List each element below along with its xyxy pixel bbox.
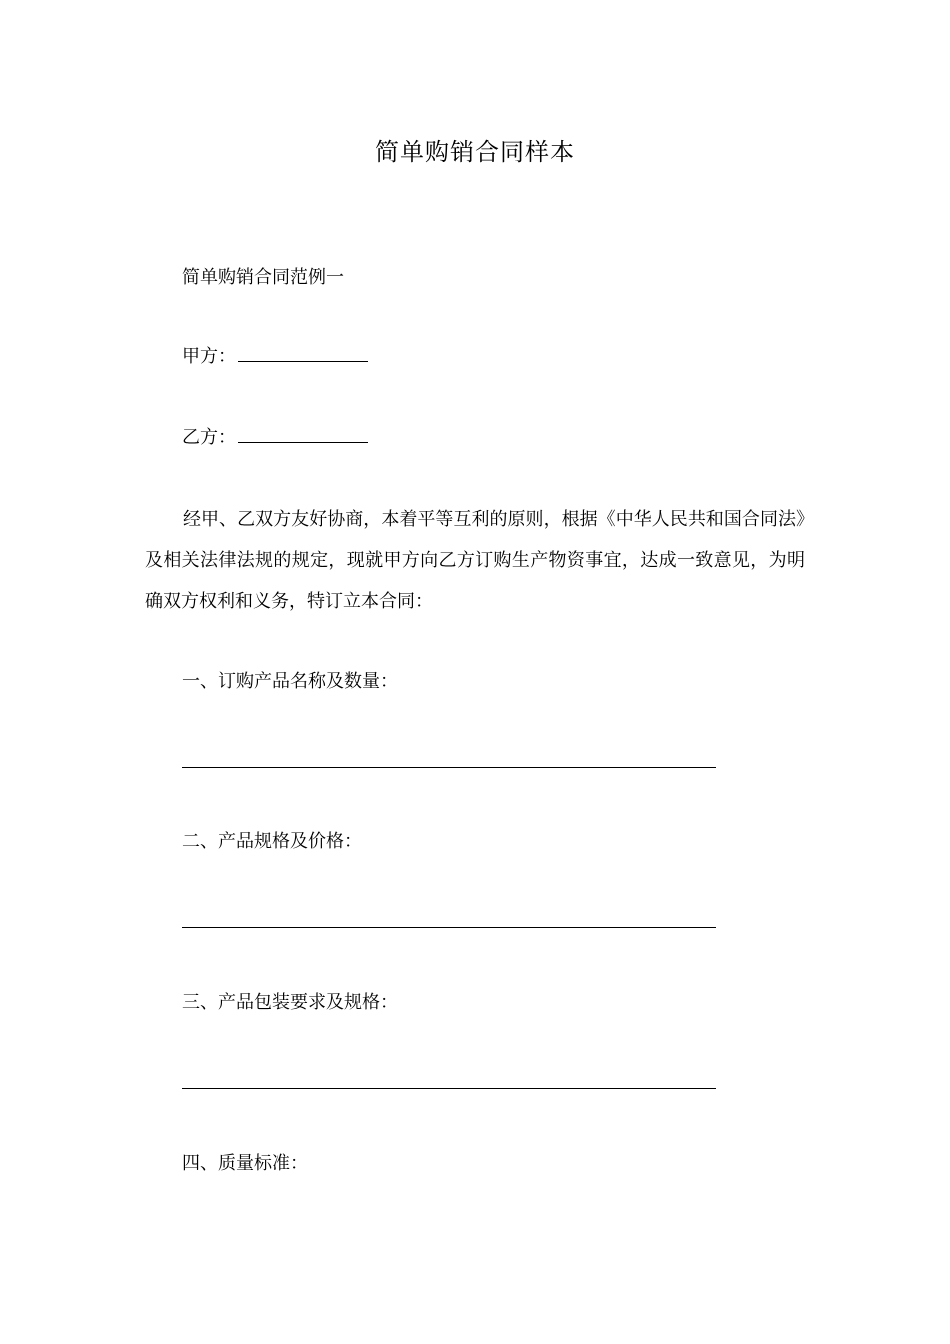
party-a-line	[182, 338, 368, 376]
section-heading: 二、产品规格及价格：	[182, 831, 362, 852]
section-heading: 一、订购产品名称及数量：	[182, 671, 398, 692]
section-heading: 三、产品包装要求及规格：	[182, 992, 398, 1013]
fill-in-line	[182, 1088, 716, 1089]
fill-in-line	[182, 927, 716, 928]
document-title: 简单购销合同样本	[375, 138, 575, 166]
intro-paragraph: 经甲、乙双方友好协商，本着平等互利的原则，根据《中华人民共和国合同法》及相关法律法规的规定，现就甲方向乙方订购生产物资事宜，达成一致意见，为明确双方权利和义务，特订立本合同：	[145, 509, 805, 612]
party-b-label: 乙方：	[182, 427, 236, 448]
party-b-blank	[238, 424, 368, 443]
party-b-line	[182, 419, 368, 457]
party-a-blank	[238, 343, 368, 362]
party-a-label: 甲方：	[182, 346, 236, 367]
fill-in-line	[182, 767, 716, 768]
contract-subtitle: 简单购销合同范例一	[182, 267, 344, 288]
section-heading: 四、质量标准：	[182, 1153, 308, 1174]
